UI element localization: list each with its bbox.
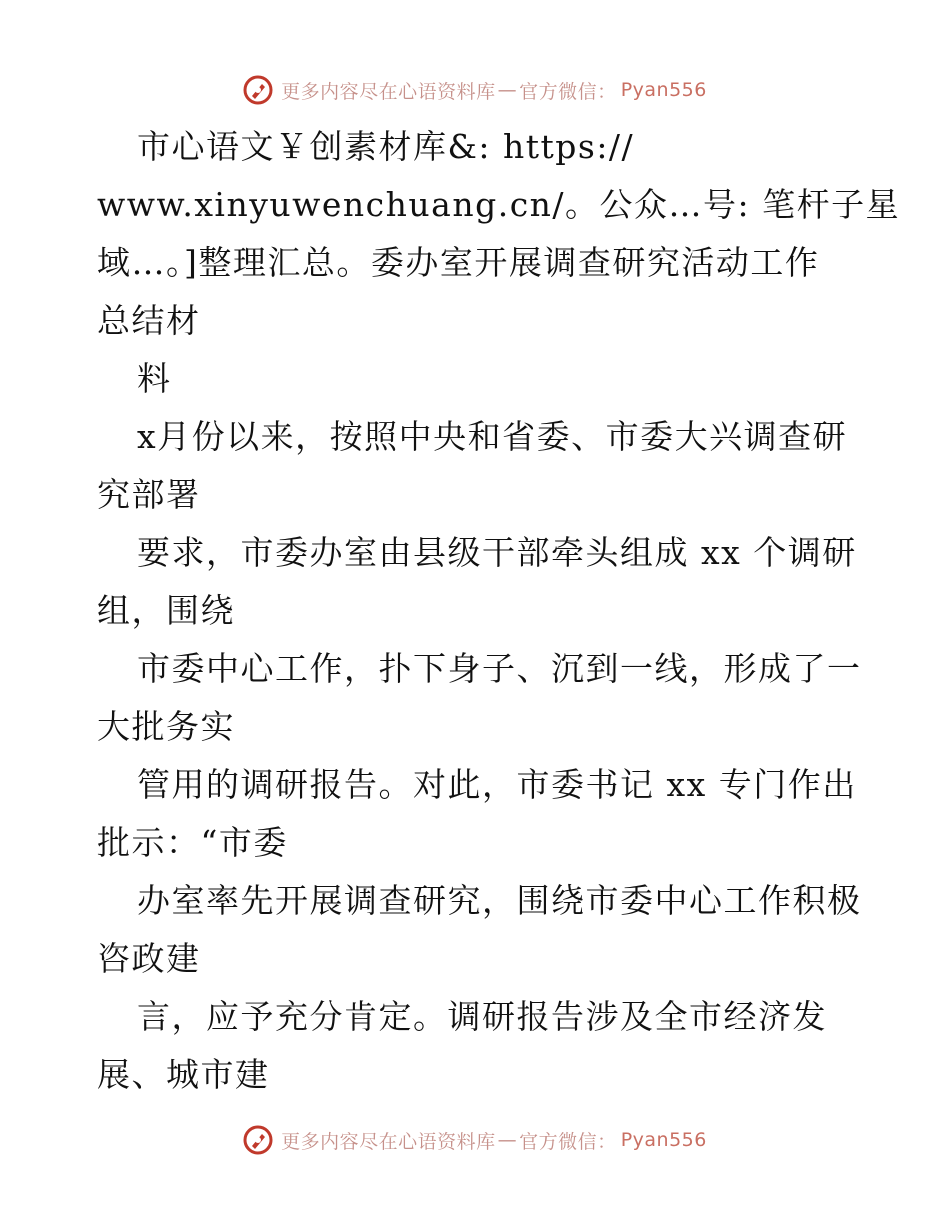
document-text-line: 组，围绕 bbox=[97, 591, 235, 630]
document-text-line: x月份以来，按照中央和省委、市委大兴调查研 bbox=[137, 417, 848, 456]
document-text-line: 究部署 bbox=[97, 475, 201, 514]
document-text-line: 总结材 bbox=[97, 301, 201, 340]
document-text-line: 料 bbox=[137, 359, 172, 398]
banner-separator: — bbox=[497, 1129, 518, 1151]
document-text-line: 管用的调研报告。对此，市委书记 xx 专门作出 bbox=[137, 765, 857, 804]
banner-wechat-label: 官方微信： bbox=[519, 1130, 617, 1153]
document-text-line: 大批务实 bbox=[97, 707, 235, 746]
document-body bbox=[97, 118, 901, 1104]
banner-wechat-label: 官方微信： bbox=[519, 80, 617, 103]
banner-wechat-id: Pyan556 bbox=[620, 79, 707, 101]
banner-wechat-id: Pyan556 bbox=[620, 1129, 707, 1151]
footer-watermark-banner bbox=[0, 1120, 950, 1160]
document-text-line: 市心语文￥创素材库&: https:// bbox=[137, 127, 635, 166]
banner-brand-text: 更多内容尽在心语资料库 bbox=[281, 80, 496, 103]
red-seal-pen-logo-icon bbox=[243, 75, 273, 105]
document-text-line: 批示：“市委 bbox=[97, 823, 288, 862]
header-watermark-banner bbox=[0, 70, 950, 110]
document-text-line: 办室率先开展调查研究，围绕市委中心工作积极 bbox=[137, 881, 862, 920]
document-text-line: 言，应予充分肯定。调研报告涉及全市经济发 bbox=[137, 997, 827, 1036]
banner-separator: — bbox=[497, 79, 518, 101]
document-text-line: 要求，市委办室由县级干部牵头组成 xx 个调研 bbox=[137, 533, 857, 572]
document-text-line: 咨政建 bbox=[97, 939, 201, 978]
document-text-line: www.xinyuwenchuang.cn/。公众…号: 笔杆子星 bbox=[97, 185, 901, 224]
document-text-line: 市委中心工作，扑下身子、沉到一线，形成了一 bbox=[137, 649, 862, 688]
document-text-line: 域…。]整理汇总。委办室开展调查研究活动工作 bbox=[97, 243, 820, 282]
banner-brand-text: 更多内容尽在心语资料库 bbox=[281, 1130, 496, 1153]
document-text-line: 展、城市建 bbox=[97, 1055, 270, 1094]
red-seal-pen-logo-icon bbox=[243, 1125, 273, 1155]
